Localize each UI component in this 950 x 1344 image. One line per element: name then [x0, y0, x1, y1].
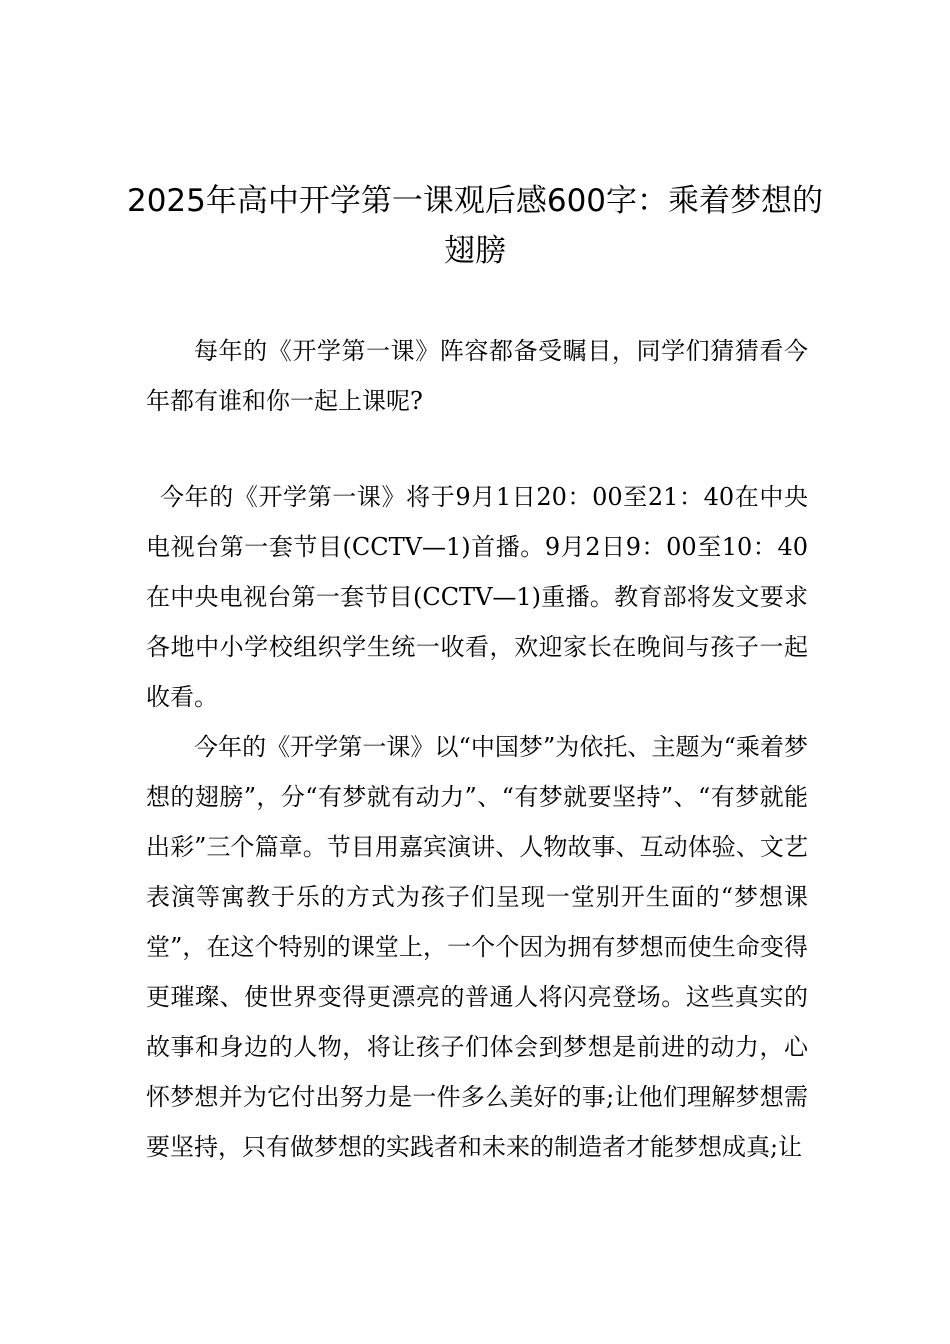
- paragraph-2: 今年的《开学第一课》将于9月1日20：00至21：40在中央电视台第一套节目(CCTV—1)首播。9月2日9：00至10：40在中央电视台第一套节目(CCTV—1)重播。教育部将发文要求各地中小学校组织学生统一收看，欢迎家长在晚间与孩子一起收看。: [146, 483, 808, 711]
- paragraph-3: 今年的《开学第一课》以“中国梦”为依托、主题为“乘着梦想的翅膀”，分“有梦就有动力”、“有梦就要坚持”、“有梦就能出彩”三个篇章。节目用嘉宾演讲、人物故事、互动体验、文艺表演等寓教于乐的方式为孩子们呈现一堂别开生面的“梦想课堂”，在这个特别的课堂上，一个个因为拥有梦想而使生命变得更璀璨、使世界变得更漂亮的普通人将闪亮登场。这些真实的故事和身边的人物，将让孩子们体会到梦想是前进的动力，心怀梦想并为它付出努力是一件多么美好的事;让他们理解梦想需要坚持，只有做梦想的实践者和未来的制造者才能梦想成真;让: [146, 733, 808, 1161]
- paragraph-1: 每年的《开学第一课》阵容都备受瞩目，同学们猜猜看今年都有谁和你一起上课呢?: [146, 337, 808, 415]
- document-title: 2025年高中开学第一课观后感600字：乘着梦想的翅膀: [126, 183, 824, 269]
